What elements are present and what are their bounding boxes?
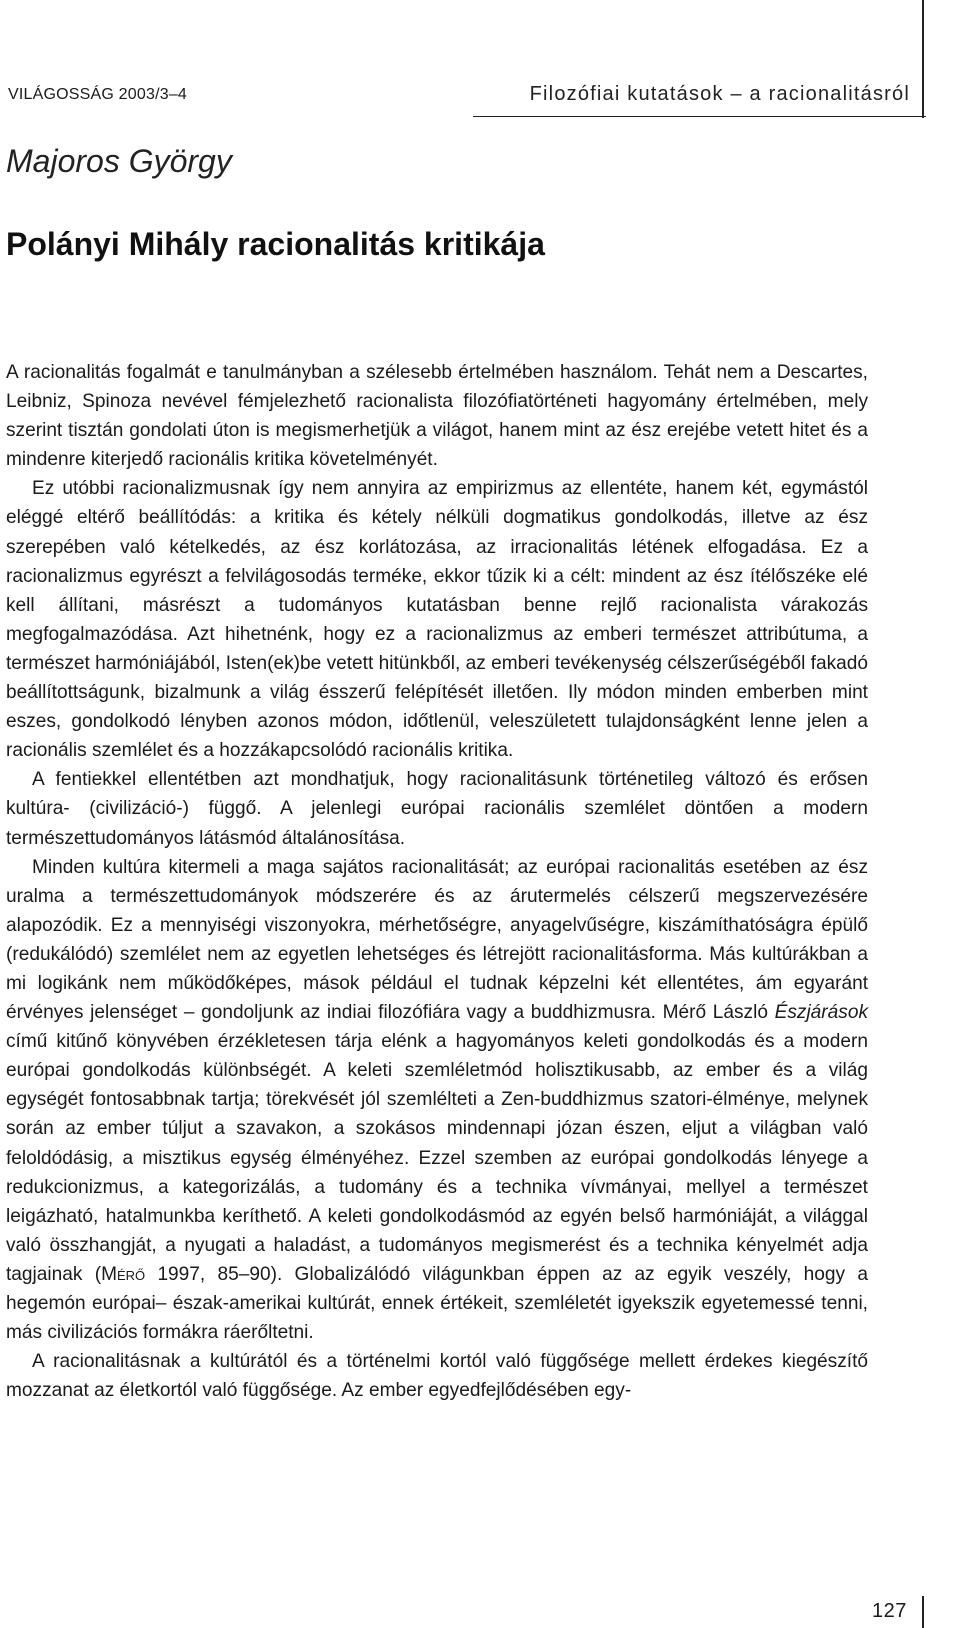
paragraph-4-part-b: című kitűnő könyvében érzékletesen tárja elénk a hagyományos keleti gondolkodás és a modern európai gondolkodás különbségét. A keleti szemléletmód holisztikusabb, az ember és a világ egységét fontosabbnak tartja; törekvését jól szemlélteti a Zen-buddhizmus szatori-élménye, melynek során az ember túljut a szavakon, a szokásos mindennapi józan észen, eljut a világban való feloldódásig, a misztikus egység élményéhez. Ezzel szemben az európai gondolkodás lényege a redukcionizmus, a kategorizálás, a tudomány és a technika vívmányai, mellyel a természet leigázható, hatalmunkba keríthető. A keleti gondolkodásmód az egyén belső harmóniáját, a világgal való összhangját, a nyugati a haladást, a tudományos megismerést és a technika kényelmét adja tagjainak ( [6, 1031, 868, 1285]
citation-author: Mérő [101, 1263, 146, 1285]
paragraph-4-part-c: 1997, 85–90). Globalizálódó világunkban éppen az az egyik veszély, hogy a hegemón európai– észak-amerikai kultúrát, ennek értékeit, szemléletét igyekszik egyetemessé tenni, más civilizációs formákra ráerőltetni. [6, 1263, 868, 1344]
series-title: Filozófiai kutatások – a racionalitásról [529, 83, 910, 105]
paragraph-5: A racionalitásnak a kultúrától és a történelmi kortól való függősége mellett érdekes kiegészítő mozzanat az életkortól való függősége. Az ember egyedfejlődésében egy- [6, 1351, 868, 1402]
paragraph-2: Ez utóbbi racionalizmusnak így nem annyira az empirizmus az ellentéte, hanem két, egymástól eléggé eltérő beállítódás: a kritika és kétely nélküli dogmatikus gondolkodás, illetve az ész szerepében való kételkedés, az ész korlátozása, az irracionalitás létének elfogadása. Ez a racionalizmus egyrészt a felvilágosodás terméke, ekkor tűzik ki a célt: mindent az ész ítélőszéke elé kell állítani, másrészt a tudományos kutatásban benne rejlő racionalista várakozás megfogalmazódása. Azt hihetnénk, hogy ez a racionalizmus az emberi természet attribútuma, a természet harmóniájából, Isten(ek)be vetett hitünkből, az emberi tevékenység célszerűségéből fakadó beállítottságunk, bizalmunk a világ ésszerű felépítését illetően. Ily módon minden emberben mint eszes, gondolkodó lényben azonos módon, időtlenül, veleszületett tulajdonságként lenne jelen a racionális szemlélet és a hozzákapcsolódó racionális kritika. [6, 478, 868, 762]
top-vertical-rule [922, 0, 924, 118]
book-title: Észjárások [774, 1002, 868, 1024]
paragraph-3: A fentiekkel ellentétben azt mondhatjuk, hogy racionalitásunk történetileg változó és erősen kultúra- (civilizáció-) függő. A jelenlegi európai racionális szemlélet döntően a modern természettudományos látásmód általánosítása. [6, 769, 868, 849]
article-author: Majoros György [6, 143, 232, 179]
article-body [6, 358, 868, 1405]
header-rule [473, 116, 926, 117]
paragraph-4 [6, 853, 868, 1348]
paragraph-4-part-a: Minden kultúra kitermeli a maga sajátos racionalitását; az európai racionalitás esetében az ész uralma a természettudományok módszerére és az árutermelés célszerű megszervezésére alapozódik. Ez a mennyiségi viszonyokra, mérhetőségre, anyagelvűségre, kiszámíthatóságra épülő (redukálódó) szemlélet nem az egyetlen lehetséges és létrejött racionalitásforma. Más kultúrákban a mi logikánk nem működőképes, mások például el tudnak képzelni két ellentétes, ám egyaránt érvényes jelenséget – gondoljunk az indiai filozófiára vagy a buddhizmusra. Mérő László [6, 856, 868, 1024]
bottom-vertical-rule [922, 1596, 924, 1628]
article-title: Polányi Mihály racionalitás kritikája [6, 226, 545, 262]
page-number: 127 [872, 1600, 907, 1622]
paragraph-1: A racionalitás fogalmát e tanulmányban a szélesebb értelmében használom. Tehát nem a Descartes, Leibniz, Spinoza nevével fémjelezhető racionalista filozófiatörténeti hagyomány értelmében, mely szerint tisztán gondolati úton is megismerhetjük a világot, hanem mint az ész erejébe vetett hitet és a mindenre kiterjedő racionális kritika követelményét. [6, 362, 868, 471]
journal-issue: VILÁGOSSÁG 2003/3–4 [8, 86, 188, 103]
